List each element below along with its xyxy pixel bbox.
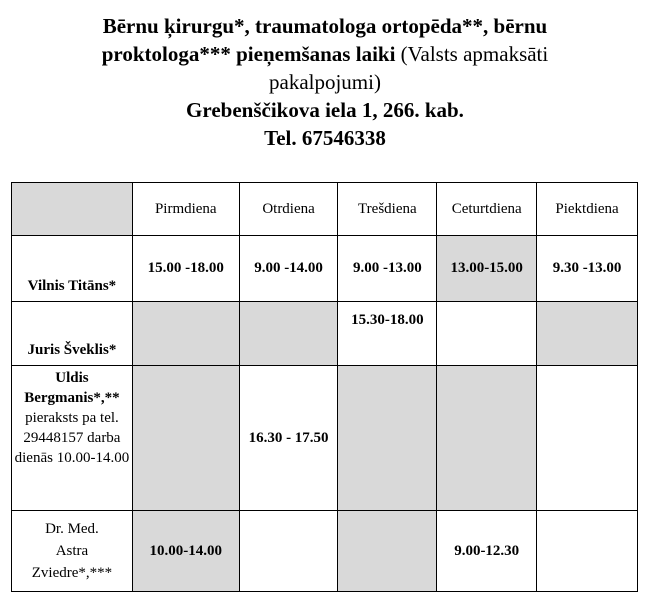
time-slot — [338, 366, 437, 511]
doctor-cell — [12, 366, 133, 511]
day-header-monday: Pirmdiena — [132, 183, 239, 236]
time-slot: 10.00-14.00 — [132, 511, 239, 592]
table-header-row — [12, 183, 638, 236]
time-slot: 13.00-15.00 — [437, 236, 537, 302]
title-bold-part: proktologa*** pieņemšanas laiki — [101, 42, 396, 66]
time-slot — [338, 511, 437, 592]
time-slot: 15.30-18.00 — [338, 302, 437, 366]
time-slot — [537, 302, 638, 366]
time-slot — [239, 302, 338, 366]
time-slot — [437, 366, 537, 511]
time-slot: 9.00 -13.00 — [338, 236, 437, 302]
title-line-1: Bērnu ķirurgu*, traumatologa ortopēda**, bērnu — [102, 14, 548, 38]
doctor-title: Dr. Med. — [45, 521, 99, 537]
table-row — [12, 366, 638, 511]
appointment-note: pieraksts pa tel. 29448157 darba dienās 10.00-14.00 — [14, 410, 130, 466]
address: Grebenščikova iela 1, 266. kab. — [186, 98, 464, 122]
doctor-surname: Zviedre*,*** — [31, 565, 113, 581]
title-normal-part: (Valsts apmaksāti — [395, 42, 549, 66]
table-row — [12, 511, 638, 592]
time-slot — [132, 302, 239, 366]
title-line-3: pakalpojumi) — [269, 70, 381, 94]
doctor-name: Astra — [55, 543, 89, 559]
day-header-thursday: Ceturtdiena — [437, 183, 537, 236]
doctor-name: Vilnis Titāns* — [12, 236, 133, 302]
time-slot — [239, 511, 338, 592]
time-slot — [537, 366, 638, 511]
time-slot: 15.00 -18.00 — [132, 236, 239, 302]
time-slot: 9.30 -13.00 — [537, 236, 638, 302]
time-slot — [437, 302, 537, 366]
time-slot: 16.30 - 17.50 — [239, 366, 338, 511]
doctor-cell — [12, 511, 133, 592]
schedule-table — [11, 182, 638, 592]
table-row — [12, 236, 638, 302]
doctor-name: Uldis Bergmanis*,** — [24, 370, 120, 406]
day-header-friday: Piektdiena — [537, 183, 638, 236]
table-row — [12, 302, 638, 366]
phone: Tel. 67546338 — [264, 126, 386, 150]
time-slot: 9.00-12.30 — [437, 511, 537, 592]
day-header-wednesday: Trešdiena — [338, 183, 437, 236]
time-slot: 9.00 -14.00 — [239, 236, 338, 302]
title-line-2 — [0, 40, 650, 68]
time-slot — [132, 366, 239, 511]
day-header-tuesday: Otrdiena — [239, 183, 338, 236]
doctor-name: Juris Šveklis* — [12, 302, 133, 366]
time-slot — [537, 511, 638, 592]
corner-cell — [12, 183, 133, 236]
page-header — [0, 12, 650, 152]
